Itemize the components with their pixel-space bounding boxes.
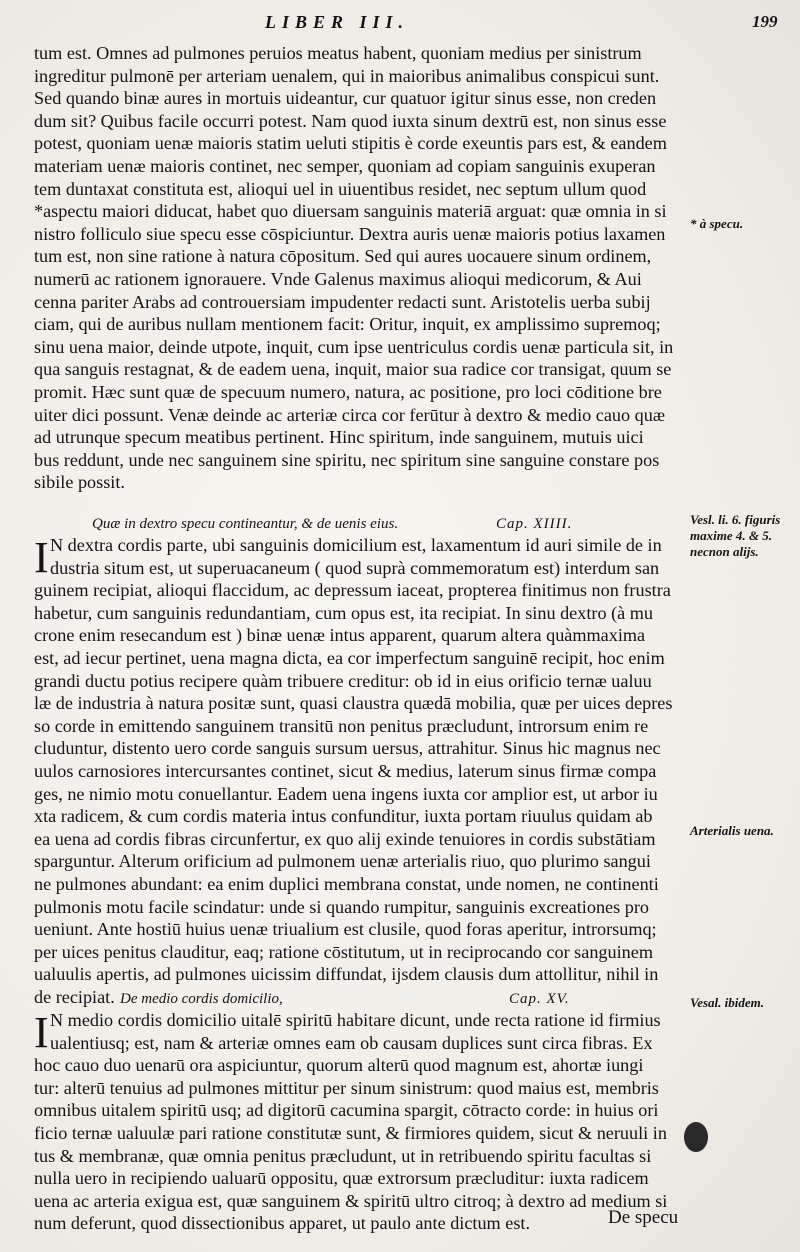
catchword: De specu xyxy=(608,1207,679,1228)
text-line: pulmonis motu facile scindatur: unde si quando rumpitur, sanguinis excreationes pro xyxy=(34,896,649,917)
text-line: sparguntur. Alterum orificium ad pulmonem uenæ arterialis riuo, quo plurimo sangui xyxy=(34,851,651,872)
text-line: ingreditur pulmonē per arteriam uenalem, qui in maioribus animalibus conspicui sunt. xyxy=(34,65,660,86)
text-line: tum est. Omnes ad pulmones peruios meatus habent, quoniam medius per sinistrum xyxy=(34,43,642,63)
text-line: sinu uena maior, deinde utpote, inquit, cum ipse uentriculus cordis uenæ particula sit, in xyxy=(34,336,674,357)
section-heading xyxy=(34,985,684,1009)
text-line: hoc cauo duo uenarū ora aspiciuntur, quorum alterū quod magnum est, ahortæ iungi xyxy=(34,1055,644,1076)
running-title: LIBER III. xyxy=(265,12,410,32)
text-line: tus & membranæ, quæ omnia penitus præcludunt, ut in retribuendo spiritu facultas si xyxy=(34,1145,652,1166)
text-line: N medio cordis domicilio uitalē spiritū habitare dicunt, unde recta ratione id firmius xyxy=(50,1010,661,1030)
section-body xyxy=(34,534,684,1008)
ink-blot xyxy=(684,1122,708,1152)
text-line: num deferunt, quod dissectionibus apparet, ut paulo ante dictum est. xyxy=(34,1213,531,1234)
chapter-number: Cap. XIIII. xyxy=(496,516,573,532)
text-line: N dextra cordis parte, ubi sanguinis domicilium est, laxamentum id auri simile de in xyxy=(50,535,662,555)
section-14 xyxy=(34,510,684,1008)
chapter-number: Cap. XV. xyxy=(509,991,570,1007)
text-line: ficio ternæ ualuulæ pari ratione constitutæ sunt, & firmiores quidem, sicut & neruuli in xyxy=(34,1122,667,1143)
section-15 xyxy=(34,985,684,1235)
text-line: dum sit? Quibus facile occurri potest. Nam quod iuxta sinum dextrū est, non sinus esse xyxy=(34,110,667,131)
section-title: Quæ in dextro specu contineantur, & de uenis eius. xyxy=(92,516,399,532)
margin-note: * à specu. xyxy=(690,216,744,231)
text-line: cenna pariter Arabs ad controuersiam impudenter redacti sunt. Aristotelis uerba subij xyxy=(34,291,651,312)
text-line: *aspectu maiori diducat, habet quo diuersam sanguinis materiā arguat: quæ omnia in si xyxy=(34,201,667,222)
text-line: grandi ductu potius recipere quàm tribuere creditur: ob id in eius orificio ternæ ualuu xyxy=(34,670,652,691)
text-line: guinem recipiat, alioqui flaccidum, ac depressum iaceat, propterea finitimus non frustra xyxy=(34,580,671,601)
text-line: tur: alterū tenuius ad pulmones mittitur per sinum sinistrum: quod maius est, membris xyxy=(34,1077,659,1098)
text-line: uulos carnosiores intercursantes continet, sicut & medius, laterum sinus firmæ compa xyxy=(34,760,657,781)
text-line: potest, quoniam uenæ maioris statim ueluti stipitis è corde exeuntis pars est, & eandem xyxy=(34,133,667,154)
text-line: de recipiat. xyxy=(34,986,115,1007)
section-title: De medio cordis domicilio, xyxy=(120,991,283,1007)
text-line: ne pulmones abundant: ea enim duplici membrana constat, unde nomen, ne continenti xyxy=(34,873,659,894)
text-line: numerū ac rationem ignorauere. Vnde Galenus maximus alioqui medicorum, & Aui xyxy=(34,268,642,289)
page-header xyxy=(0,10,800,38)
text-line: ciam, qui de auribus nullam mentionem facit: Oritur, inquit, ex amplissimo supremoq; xyxy=(34,314,661,335)
text-line: habetur, cum sanguinis redundantiam, cum opus est, ita recipiat. In sinu dextro (à mu xyxy=(34,602,654,623)
margin-note: Vesl. li. 6. figuris maxime 4. & 5. necnon alijs. xyxy=(690,512,781,559)
text-line: omnibus uitalem spiritū usq; ad digitorū cacumina spargit, cōtracto corde: in huius ori xyxy=(34,1100,659,1121)
section-heading xyxy=(34,510,684,534)
text-line: ualentiusq; est, nam & arteriæ omnes eam ob causam duplices sunt circa fibras. Ex xyxy=(50,1032,653,1053)
text-line: ad utrunque specum meatibus pertinent. Hinc spiritum, inde sanguinem, mutuis uici xyxy=(34,427,644,448)
text-line: nulla uero in recipiendo ualuarū oppositu, quæ extrorsum præcluditur: iuxta radicem xyxy=(34,1168,649,1189)
text-line: cluduntur, distento uero corde sanguis sursum uersus, attrahitur. Sinus hic magnus nec xyxy=(34,738,661,759)
text-line: so corde in emittendo sanguinem transitū non penitus præcludunt, introrsum enim re xyxy=(34,715,649,736)
section-body xyxy=(34,1009,684,1235)
text-line: tum est, non sine ratione à natura cōpositum. Sed qui aures uocauere sinum ordinem, xyxy=(34,246,652,267)
text-line: xta radicem, & cum cordis materia intus confunditur, iuxta portam riuulus quidam ab xyxy=(34,806,653,827)
drop-cap-initial: I xyxy=(34,1008,49,1057)
text-line: ueniunt. Ante hostiū huius uenæ triualium est clusile, quod foras aperitur, introrsumq; xyxy=(34,919,657,940)
text-line: bus reddunt, unde nec sanguinem sine spiritu, nec spiritum sine sanguine constare pos xyxy=(34,449,660,470)
text-line: nistro folliculo siue specu esse cōspiciuntur. Dextra auris uenæ maioris potius laxamen xyxy=(34,223,666,244)
margin-note: Vesal. ibidem. xyxy=(690,995,765,1010)
text-line: promit. Hæc sunt quæ de specuum numero, natura, ac positione, pro loci cōditione bre xyxy=(34,381,662,402)
text-line: qua sanguis restagnat, & de eadem uena, inquit, maior sua radice cor transigat, quum se xyxy=(34,359,672,380)
text-line: ges, ne nimio motu conuellantur. Eadem uena ingens iuxta cor amplior est, ut arbor iu xyxy=(34,783,658,804)
text-line: materiam uenæ maioris continet, nec semper, quoniam ad copiam sanguinis exuperan xyxy=(34,155,656,176)
text-line: uiter dici possunt. Venæ deinde ac arteriæ circa cor ferūtur à dextro & medio cauo quæ xyxy=(34,404,665,425)
text-line: læ de industria à natura positæ sunt, quasi claustra quædā mobilia, quæ per uices depres xyxy=(34,693,673,714)
text-line: crone enim resecandum est ) binæ uenæ intus apparent, quarum altera quàmmaxima xyxy=(34,625,646,646)
text-line: sibile possit. xyxy=(34,472,125,493)
text-line: Sed quando binæ aures in mortuis uideantur, cur quatuor igitur sinus esse, non creden xyxy=(34,88,657,109)
margin-note: Arterialis uena. xyxy=(690,823,774,838)
text-line: est, ad iecur pertinet, uena magna dicta, ea cor imperfectum sanguinē recipit, hoc enim xyxy=(34,647,665,668)
text-line: dustria situm est, ut superuacaneum ( quod suprà commemoratum est) interdum san xyxy=(50,557,660,578)
text-line: ea uena ad cordis fibras circunfertur, ex quo alij exinde tenuiores in cordis substātiam xyxy=(34,828,656,849)
drop-cap-initial: I xyxy=(34,533,49,582)
page-number: 199 xyxy=(752,12,778,31)
text-line: tem duntaxat constituta est, alioqui uel in uiuentibus residet, nec septum ullum quod xyxy=(34,178,647,199)
text-line: ualuulis apertis, ad pulmones uicissim diffundat, ijsdem clausis dum attollitur, nihil in xyxy=(34,964,659,985)
text-line: per uices penitus clauditur, eaq; ratione cōstitutum, ut in reciprocando cor sanguinem xyxy=(34,941,653,962)
paragraph-continuation xyxy=(34,42,684,494)
text-line: uena ac arteria exigua est, quæ sanguinem & spiritū ultro citroq; à dextro ad medium si xyxy=(34,1190,668,1211)
